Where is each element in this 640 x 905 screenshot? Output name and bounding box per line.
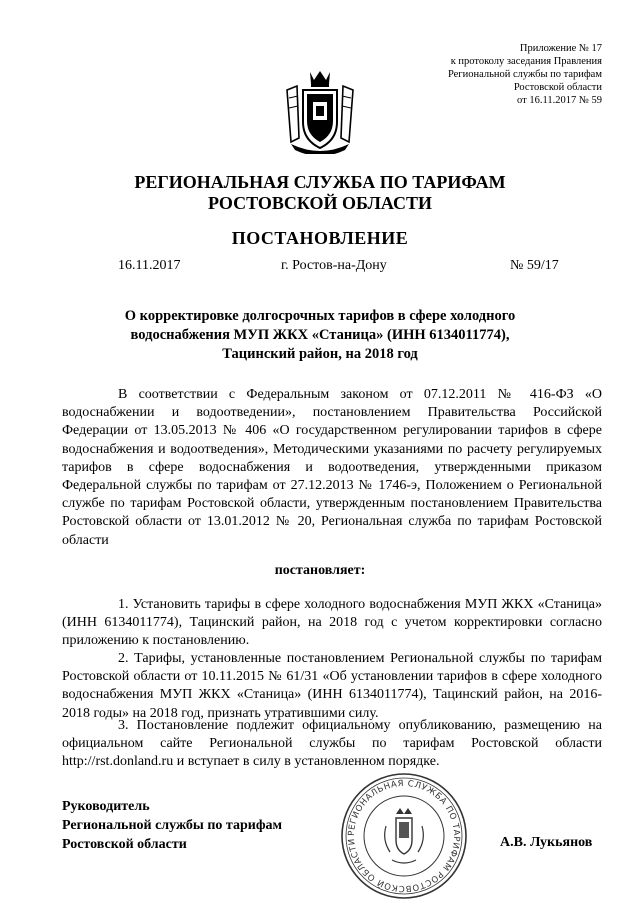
document-number: № 59/17 [510, 258, 559, 273]
signatory-title-line: Ростовской области [62, 837, 187, 852]
signatory-title [62, 797, 282, 854]
decree-item-3: 3. Постановление подлежит официальному опубликованию, размещению на официальном сайте Региональной службы по тарифам Ростовской области http://rst.donland.ru и вступает в силу в установленном порядке. [62, 718, 602, 770]
document-subject [60, 307, 580, 364]
annex-line: Приложение № 17 [519, 43, 602, 54]
official-seal-icon [338, 770, 470, 902]
annex-line: Ростовской области [513, 82, 602, 93]
document-place: г. Ростов-на-Дону [281, 258, 387, 273]
signatory-name: А.В. Лукьянов [500, 835, 593, 850]
subject-line: О корректировке долгосрочных тарифов в сфере холодного [124, 308, 516, 324]
annex-line: от 16.11.2017 № 59 [517, 95, 602, 106]
document-type: ПОСТАНОВЛЕНИЕ [231, 228, 409, 248]
document-date: 16.11.2017 [118, 258, 181, 273]
decree-item-1: 1. Установить тарифы в сфере холодного водоснабжения МУП ЖКХ «Станица» (ИНН 6134011774), Тацинский район, на 2018 год с учетом корректировки согласно приложению к постановлению. [62, 597, 602, 649]
signatory-title-line: Региональной службы по тарифам [62, 818, 283, 833]
subject-line: водоснабжения МУП ЖКХ «Станица» (ИНН 6134011774), [130, 327, 510, 343]
annex-line: Региональной службы по тарифам [447, 69, 602, 80]
annex-line: к протоколу заседания Правления [450, 56, 602, 67]
seal-text: РЕГИОНАЛЬНАЯ СЛУЖБА ПО ТАРИФАМ РОСТОВСКОЙ ОБЛАСТИ [346, 778, 462, 894]
signatory-title-line: Руководитель [62, 799, 150, 814]
decree-item-2: 2. Тарифы, установленные постановлением Региональной службы по тарифам Ростовской области от 10.11.2015 № 61/31 «Об установлении тарифов в сфере холодного водоснабжения МУП ЖКХ «Станица» (ИНН 6134011774), Тацинский район, на 2016-2018 годы» на 2018 год, признать утратившими силу. [62, 651, 602, 721]
subject-line: Тацинский район, на 2018 год [222, 346, 418, 362]
preamble-paragraph: В соответствии с Федеральным законом от 07.12.2011 № 416-ФЗ «О водоснабжении и водоотведении», постановлением Правительства Российской Федерации от 13.05.2013 № 406 «О государственном регулировании тарифов в сфере водоснабжения и водоотведения», Методическими указаниями по расчету регулируемых тарифов в сфере водоснабжения и водоотведения, утвержденными приказом Федеральной службы по тарифам от 27.12.2013 № 1746-э, Положением о Региональной службе по тарифам Ростовской области, утвержденным постановлением Правительства Ростовской области от 13.01.2012 № 20, Региональная служба по тарифам Ростовской области [62, 387, 602, 548]
decrees-heading: постановляет: [274, 563, 366, 578]
annex-block [362, 42, 602, 107]
org-name-line1: РЕГИОНАЛЬНАЯ СЛУЖБА ПО ТАРИФАМ [134, 172, 506, 192]
coat-of-arms-icon [283, 68, 357, 154]
org-name-line2: РОСТОВСКОЙ ОБЛАСТИ [208, 193, 432, 213]
